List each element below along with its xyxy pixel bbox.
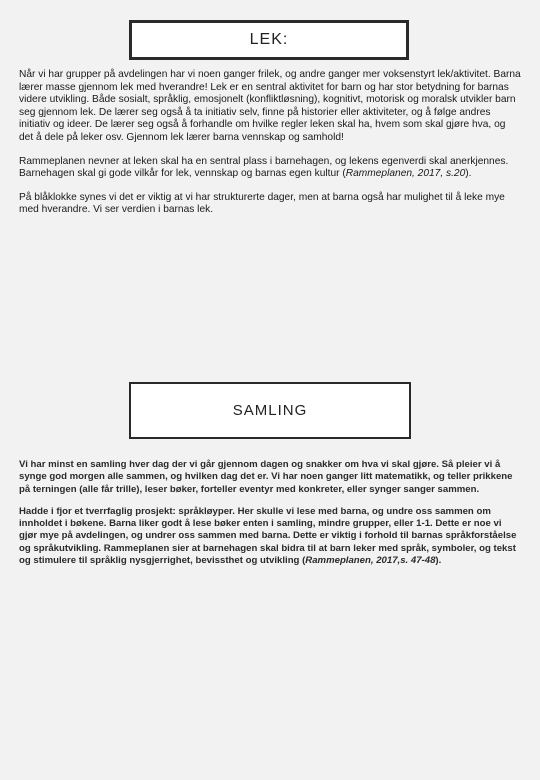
lek-paragraph-2-text: Rammeplanen nevner at leken skal ha en sentral plass i barnehagen, og lekens egenverdi skal anerkjennes. Barnehagen skal gi gode vilkår for lek, vennskap og barnas egen kultur ( bbox=[19, 155, 509, 180]
lek-paragraph-2 bbox=[19, 156, 522, 181]
samling-citation: Rammeplanen, 2017,s. 47-48 bbox=[305, 555, 436, 567]
samling-paragraph-1: Vi har minst en samling hver dag der vi går gjennom dagen og snakker om hva vi skal gjøre. Så pleier vi å synge god morgen alle sammen, og hvilken dag det er. Vi har noen ganger litt matematikk, og teller prikkene på terningen (alle får trille), leser bøker, forteller eventyr med konkreter, eller synger sanger sammen. bbox=[19, 459, 513, 495]
lek-paragraph-2-end: ). bbox=[465, 168, 472, 180]
lek-heading-box bbox=[129, 20, 409, 60]
lek-section bbox=[19, 69, 522, 228]
samling-heading: SAMLING bbox=[232, 402, 308, 419]
lek-paragraph-1: Når vi har grupper på avdelingen har vi noen ganger frilek, og andre ganger mer voksenstyrt lek/aktivitet. Barna lærer masse gjennom lek med hverandre! Lek er en sentral aktivitet for barn og har stor betydning for barnas videre utvikling. Både sosialt, språklig, emosjonelt (konfliktløsning), kognitivt, motorisk og moralsk utvikler barn seg gjennom lek. De lærer seg også å ta initiativ selv, finne på historier eller aktiviteter, og å følge andres initiativ og ideer. De lærer seg også å forhandle om hvilke regler leken skal ha, hvem som skal gjøre hva, og det å dele på leker osv. Gjennom lek lærer barna vennskap og samhold! bbox=[19, 69, 521, 143]
lek-paragraph-3: På blåklokke synes vi det er viktig at vi har strukturerte dager, men at barna også har mulighet til å leke mye med hverandre. Vi ser verdien i barnas lek. bbox=[19, 191, 505, 216]
samling-paragraph-2-text: Hadde i fjor et tverrfaglig prosjekt: språkløyper. Her skulle vi lese med barna, og undre oss sammen om innholdet i bøkene. Barna liker godt å lese bøker enten i samling, mindre grupper, eller 1-1. Dette er noe vi gjør mye på avdelingen, og undrer oss sammen med barna. Dette er viktig i forhold til barnas språkforståelse og språkutvikling. Rammeplanen sier at barnehagen skal bidra til at barn leker med språk, symboler, og tekst og stimulere til språklig nysgjerrighet, bevissthet og utvikling ( bbox=[19, 505, 517, 567]
samling-section bbox=[19, 459, 522, 577]
lek-heading: LEK: bbox=[249, 31, 289, 48]
samling-paragraph-2-end: ). bbox=[435, 555, 442, 567]
samling-heading-box bbox=[129, 382, 411, 439]
lek-citation: Rammeplanen, 2017, s.20 bbox=[345, 168, 466, 180]
samling-paragraph-2 bbox=[19, 506, 522, 567]
